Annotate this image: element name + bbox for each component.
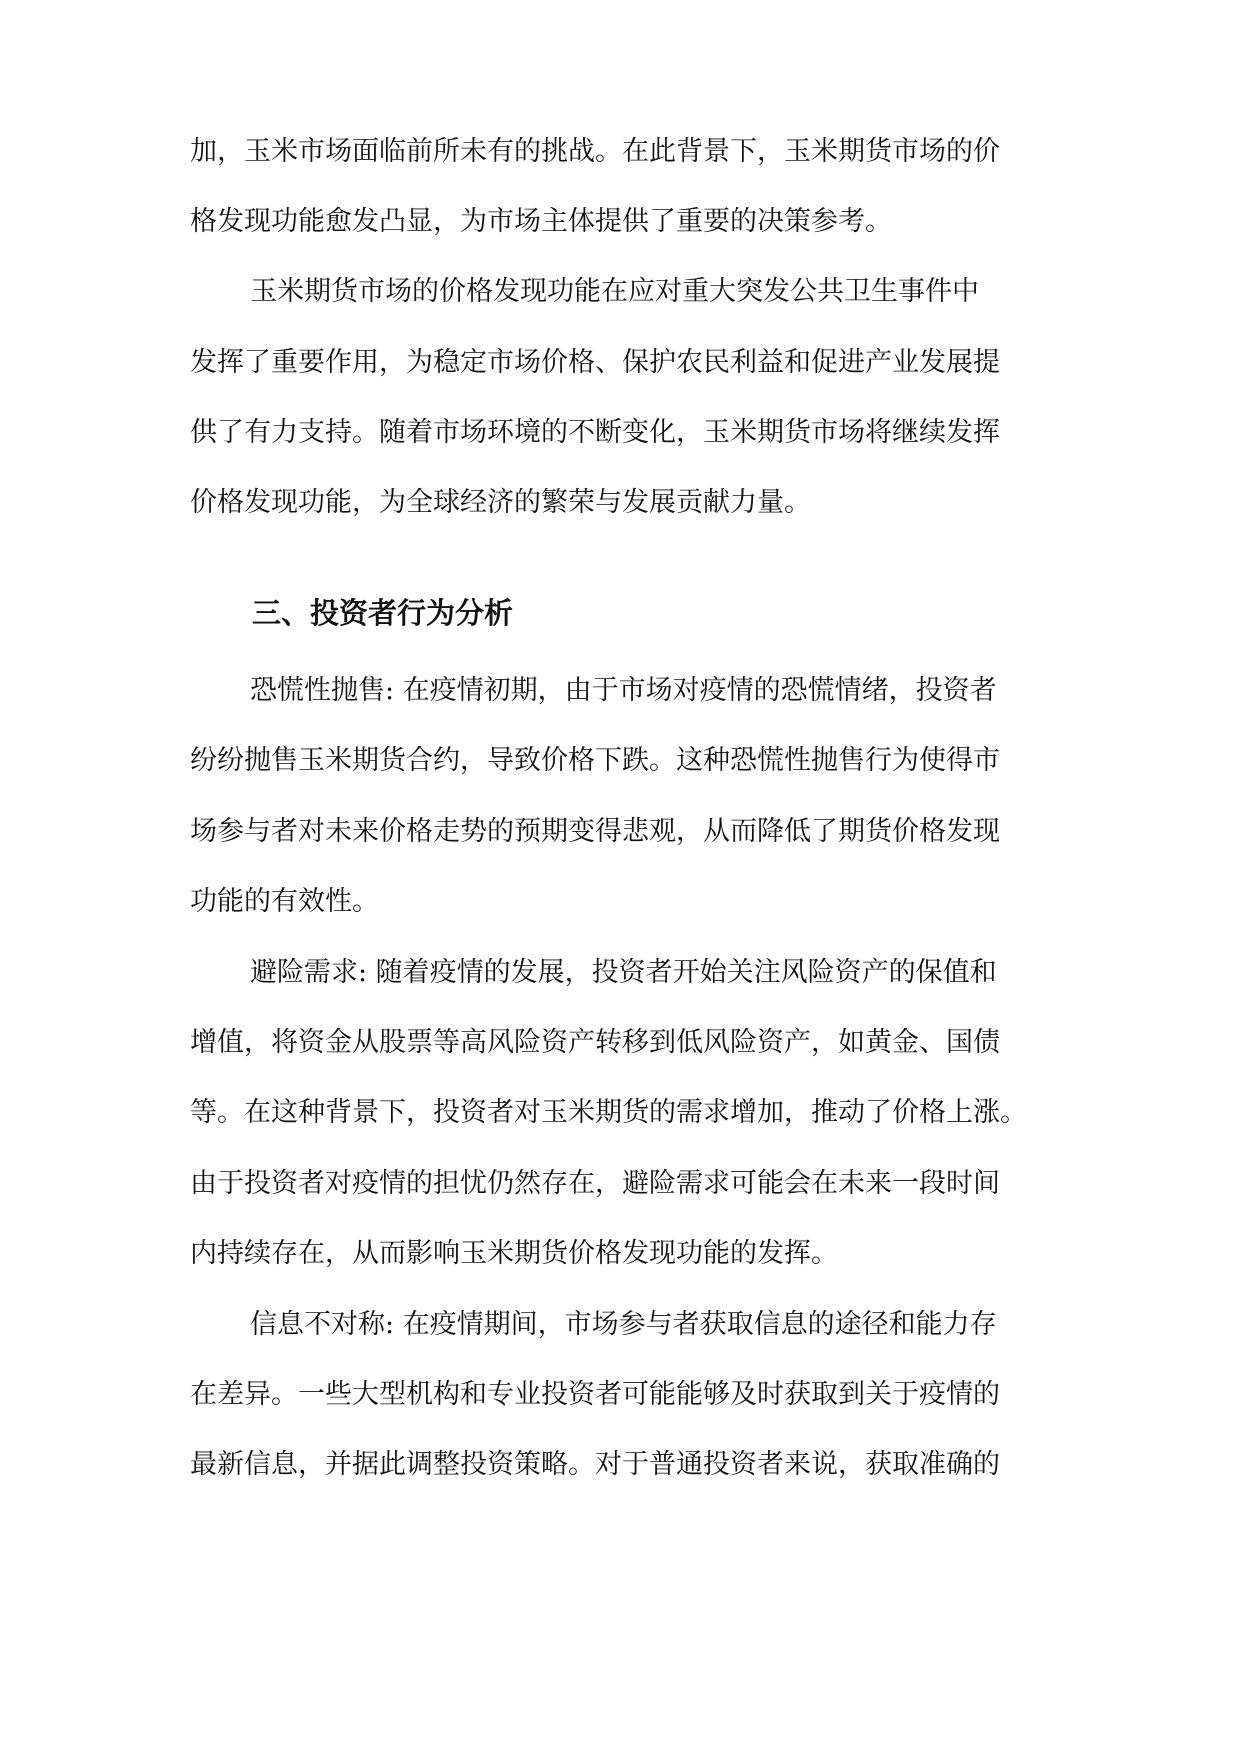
section-paragraph-1-line-1: 恐慌性抛售: 在疫情初期，由于市场对疫情的恐慌情绪，投资者 — [250, 675, 997, 706]
section-paragraph-3-line-1: 信息不对称: 在疫情期间，市场参与者获取信息的途径和能力存 — [250, 1309, 997, 1340]
section-paragraph-2-line-5: 内持续存在，从而影响玉米期货价格发现功能的发挥。 — [190, 1238, 838, 1269]
section-paragraph-1-line-4: 功能的有效性。 — [190, 886, 379, 917]
section-heading: 三、投资者行为分析 — [252, 596, 514, 630]
section-paragraph-3-line-2: 在差异。一些大型机构和专业投资者可能能够及时获取到关于疫情的 — [190, 1379, 1000, 1410]
paragraph-2-line-3: 供了有力支持。随着市场环境的不断变化，玉米期货市场将继续发挥 — [190, 417, 1000, 448]
paragraph-1-line-2: 格发现功能愈发凸显，为市场主体提供了重要的决策参考。 — [190, 206, 892, 237]
section-paragraph-1-line-2: 纷纷抛售玉米期货合约，导致价格下跌。这种恐慌性抛售行为使得市 — [190, 745, 1000, 776]
section-paragraph-2-line-4: 由于投资者对疫情的担忧仍然存在，避险需求可能会在未来一段时间 — [190, 1168, 1000, 1199]
paragraph-1-line-1: 加，玉米市场面临前所未有的挑战。在此背景下，玉米期货市场的价 — [190, 136, 1000, 167]
paragraph-2-line-4: 价格发现功能，为全球经济的繁荣与发展贡献力量。 — [190, 487, 811, 518]
paragraph-2-line-2: 发挥了重要作用，为稳定市场价格、保护农民利益和促进产业发展提 — [190, 347, 1000, 378]
section-paragraph-2-line-3: 等。在这种背景下，投资者对玉米期货的需求增加，推动了价格上涨。 — [190, 1097, 1027, 1128]
section-paragraph-2-line-1: 避险需求: 随着疫情的发展，投资者开始关注风险资产的保值和 — [250, 957, 997, 988]
section-paragraph-3-line-3: 最新信息，并据此调整投资策略。对于普通投资者来说，获取准确的 — [190, 1449, 1000, 1480]
section-paragraph-1-line-3: 场参与者对未来价格走势的预期变得悲观，从而降低了期货价格发现 — [190, 816, 1000, 847]
section-paragraph-2-line-2: 增值，将资金从股票等高风险资产转移到低风险资产，如黄金、国债 — [190, 1027, 1000, 1058]
paragraph-2-line-1: 玉米期货市场的价格发现功能在应对重大突发公共卫生事件中 — [250, 276, 979, 307]
